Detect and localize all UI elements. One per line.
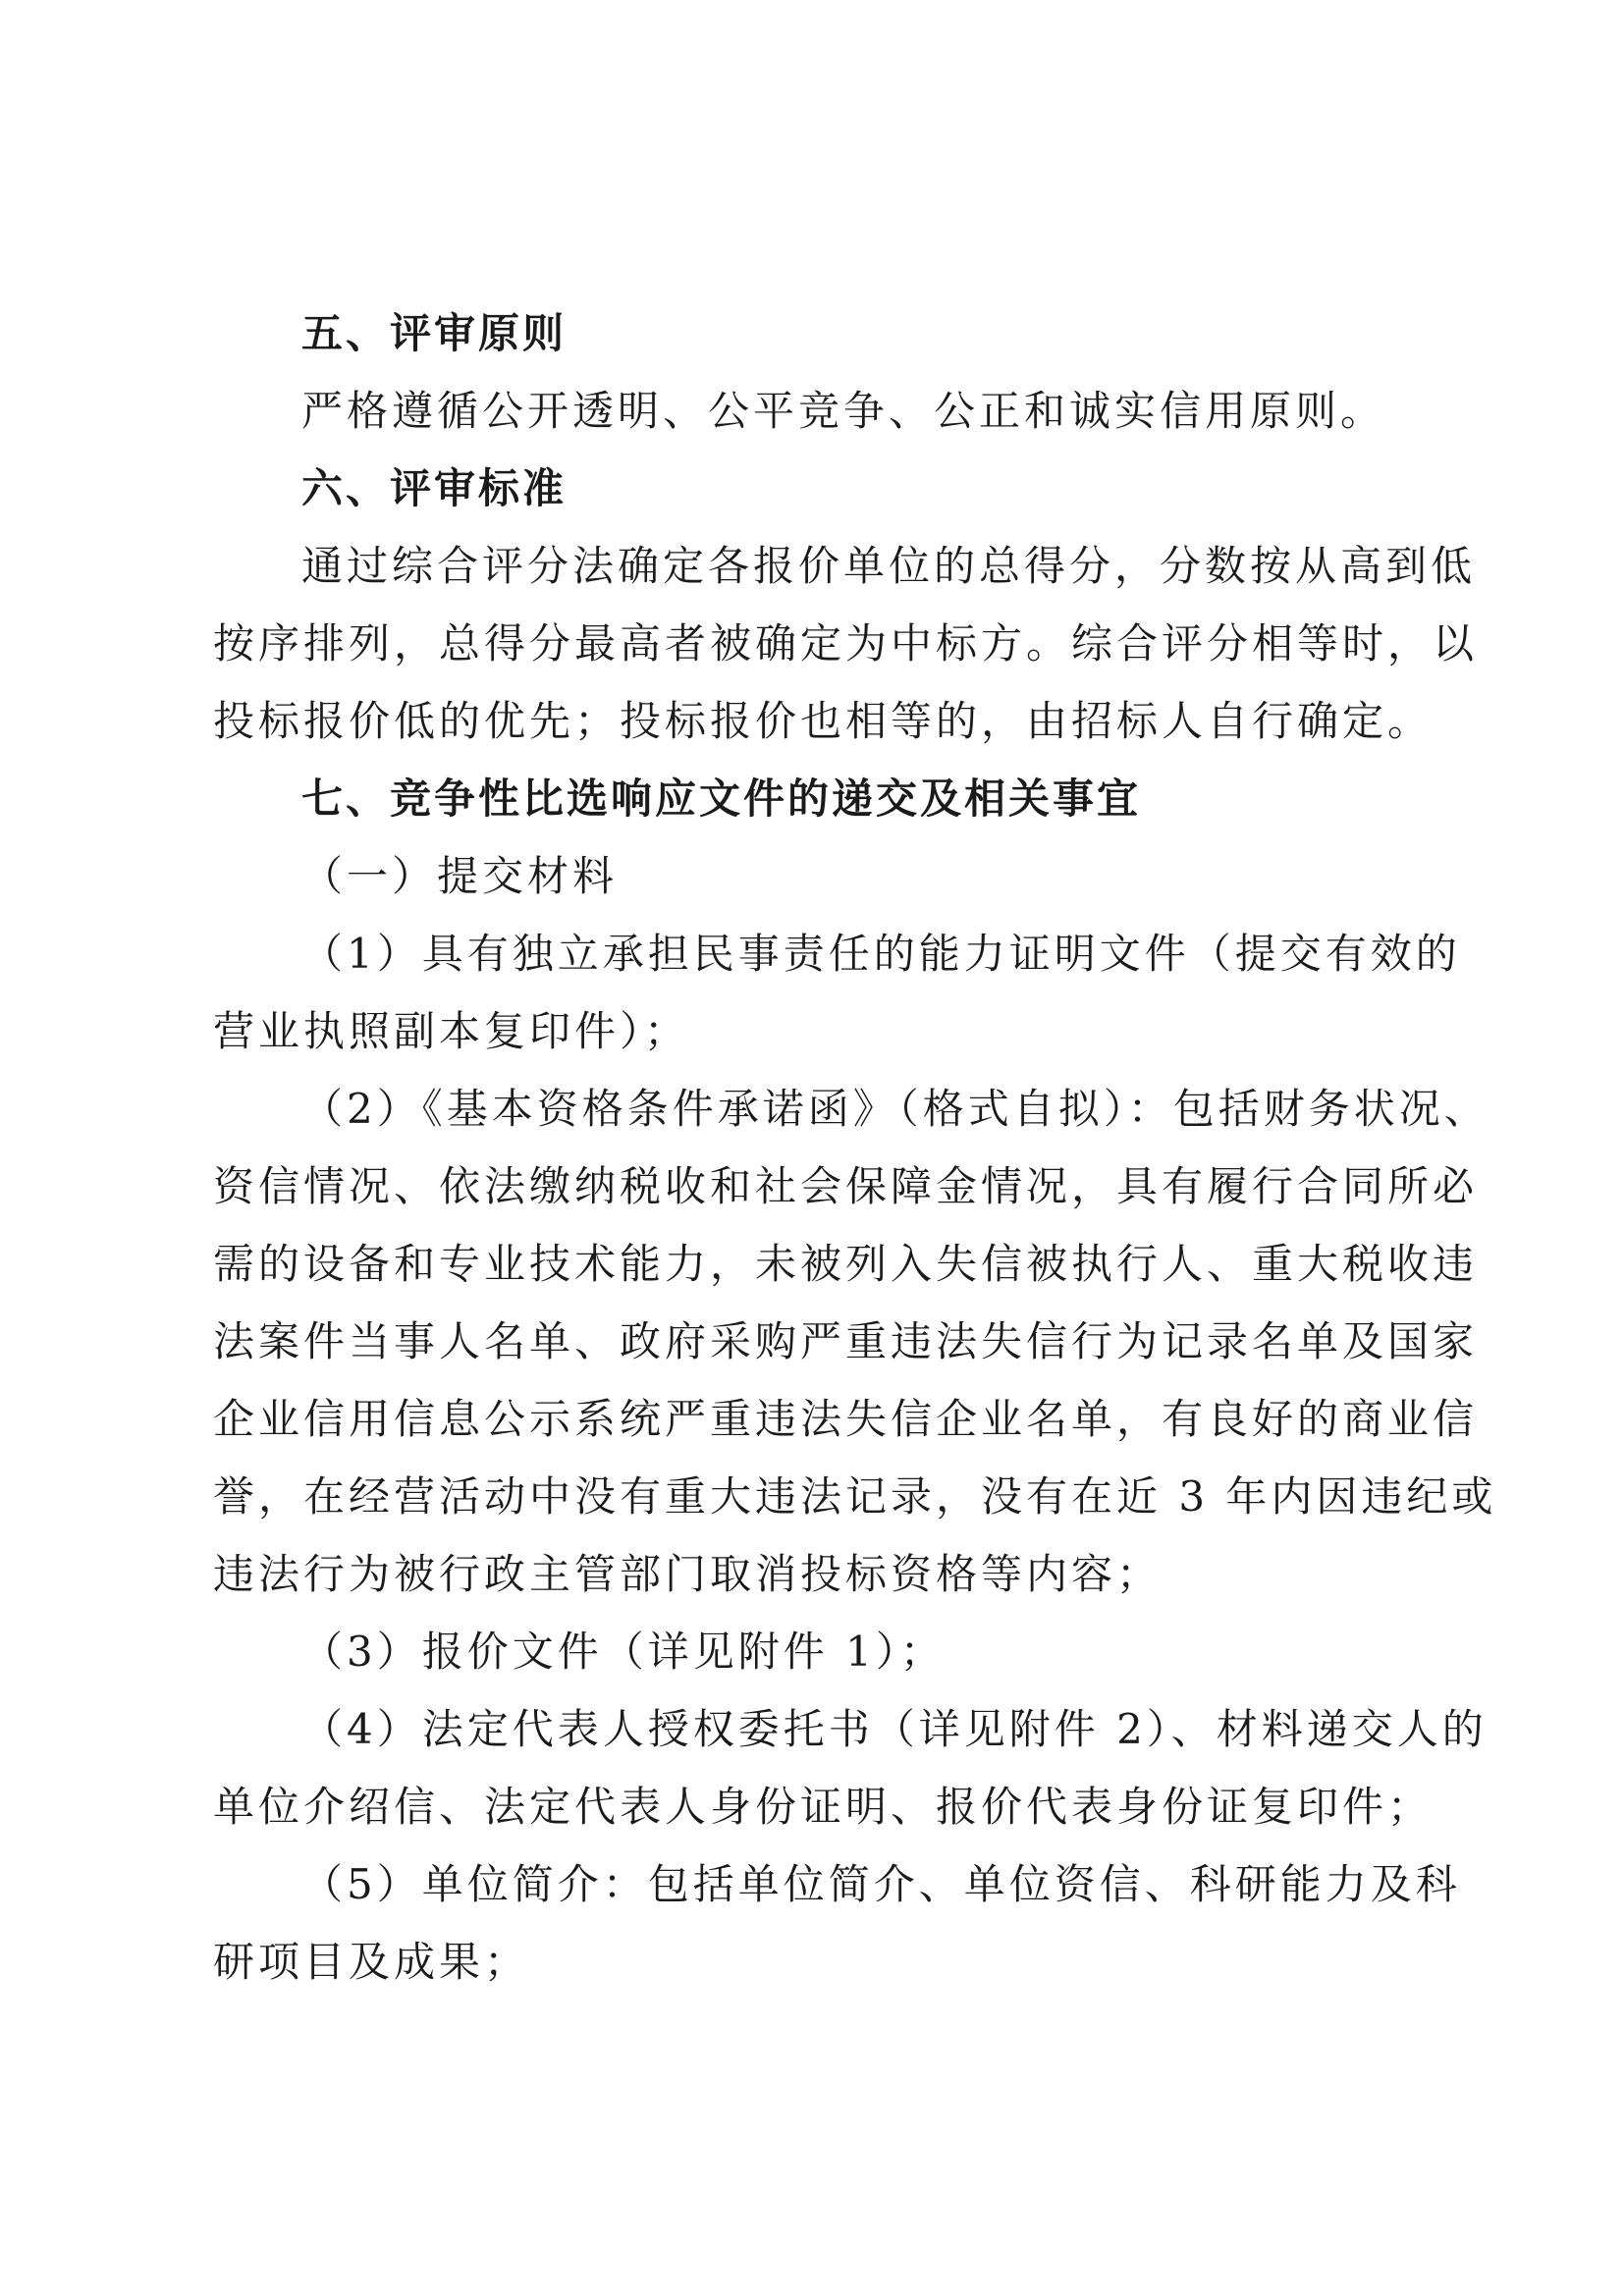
list-item-line: 法案件当事人名单、政府采购严重违法失信行为记录名单及国家 [213,1317,1479,1365]
list-item-line: 单位介绍信、法定代表人身份证明、报价代表身份证复印件； [213,1783,1434,1831]
list-item-line: （3）报价文件（详见附件 1）； [301,1628,946,1676]
section-heading-6: 六、评审标准 [301,464,568,512]
list-item-line: （2）《基本资格条件承诺函》（格式自拟）：包括财务状况、 [301,1085,1489,1133]
subsection-heading: （一）提交材料 [301,852,619,900]
list-item-line: （4）法定代表人授权委托书（详见附件 2）、材料递交人的 [301,1705,1488,1753]
paragraph-line: 严格遵循公开透明、公平竞争、公正和诚实信用原则。 [301,387,1386,435]
document-body [213,294,1497,2001]
list-item-line: 营业执照副本复印件）； [213,1007,690,1055]
list-item-line: 企业信用信息公示系统严重违法失信企业名单，有良好的商业信 [213,1395,1479,1443]
list-item-line: （5）单位简介：包括单位简介、单位资信、科研能力及科 [301,1860,1461,1908]
paragraph-line: 通过综合评分法确定各报价单位的总得分，分数按从高到低 [301,542,1477,590]
section-heading-7: 七、竞争性比选响应文件的递交及相关事宜 [301,774,1142,823]
paragraph-line: 按序排列，总得分最高者被确定为中标方。综合评分相等时，以 [213,619,1479,667]
list-item-line: 誉，在经营活动中没有重大违法记录，没有在近 3 年内因违纪或 [213,1472,1497,1521]
section-heading-5: 五、评审原则 [301,309,568,357]
list-item-line: 研项目及成果； [213,1938,530,1986]
list-item-line: 违法行为被行政主管部门取消投标资格等内容； [213,1550,1163,1598]
list-item-line: （1）具有独立承担民事责任的能力证明文件（提交有效的 [301,930,1461,978]
paragraph-line: 投标报价低的优先；投标报价也相等的，由招标人自行确定。 [213,697,1434,745]
list-item-line: 资信情况、依法缴纳税收和社会保障金情况，具有履行合同所必 [213,1162,1479,1210]
list-item-line: 需的设备和专业技术能力，未被列入失信被执行人、重大税收违 [213,1240,1479,1288]
